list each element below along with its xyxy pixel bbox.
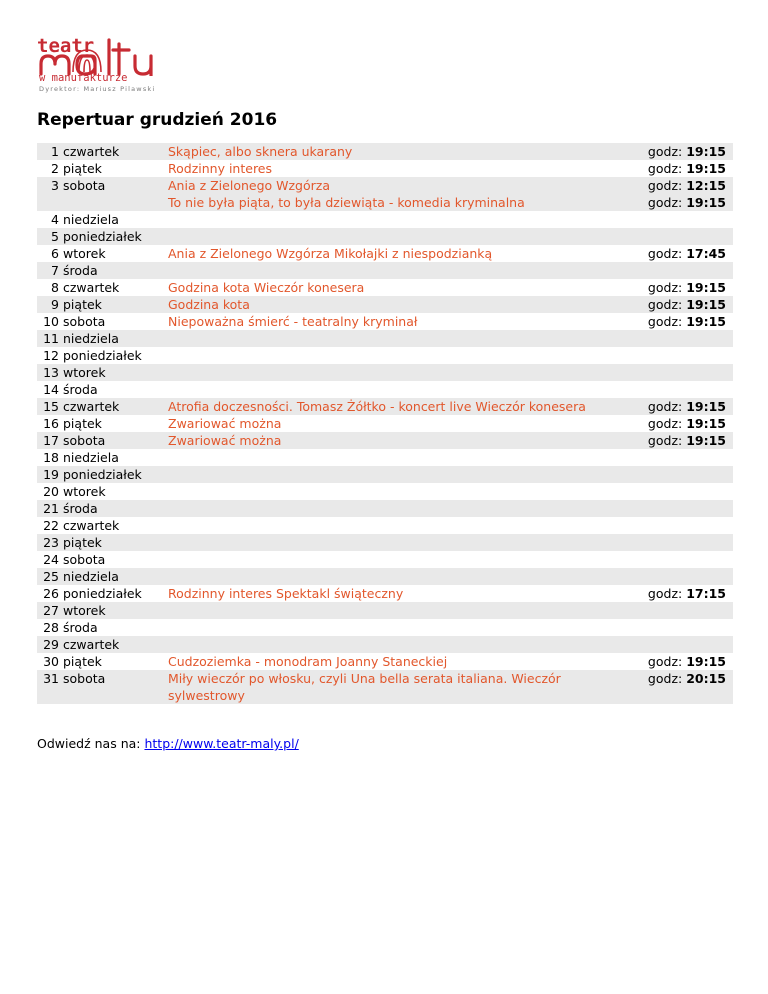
time-value: 19:15 [686, 161, 726, 176]
weekday: środa [63, 382, 98, 397]
time-prefix: godz: [647, 433, 683, 448]
events-cell [168, 636, 631, 653]
times-cell [631, 228, 733, 245]
events-cell [168, 483, 631, 500]
day-number: 24 [43, 552, 59, 567]
times-cell [631, 585, 733, 602]
event-title[interactable]: Skąpiec, albo sknera ukarany [168, 144, 353, 159]
events-cell [168, 160, 631, 177]
times-cell [631, 551, 733, 568]
times-cell [631, 466, 733, 483]
table-row [37, 160, 733, 177]
weekday: sobota [63, 671, 106, 686]
time-value: 19:15 [686, 399, 726, 414]
event-title[interactable]: Godzina kota [168, 297, 250, 312]
table-row [37, 619, 733, 636]
day-number: 14 [43, 382, 59, 397]
times-cell [631, 449, 733, 466]
table-row [37, 483, 733, 500]
times-cell [631, 160, 733, 177]
times-cell [631, 619, 733, 636]
weekday: czwartek [63, 280, 120, 295]
table-row [37, 466, 733, 483]
table-row [37, 228, 733, 245]
time-value: 19:15 [686, 416, 726, 431]
time-value: 19:15 [686, 433, 726, 448]
showtime [631, 245, 726, 262]
table-row [37, 670, 733, 704]
events-cell [168, 500, 631, 517]
weekday: sobota [63, 178, 106, 193]
day-number: 21 [43, 501, 59, 516]
day-number: 26 [43, 586, 59, 601]
table-row [37, 517, 733, 534]
events-cell [168, 551, 631, 568]
day-number: 23 [43, 535, 59, 550]
table-row [37, 653, 733, 670]
showtime [631, 670, 726, 687]
day-number: 10 [43, 314, 59, 329]
day-number: 1 [51, 144, 59, 159]
showtime [631, 160, 726, 177]
weekday: niedziela [63, 212, 119, 227]
logo-subtitle: w manufakturze [39, 72, 128, 84]
times-cell [631, 143, 733, 160]
time-prefix: godz: [647, 195, 683, 210]
times-cell [631, 313, 733, 330]
theatre-logo [37, 36, 162, 98]
times-cell [631, 245, 733, 262]
times-cell [631, 211, 733, 228]
table-row [37, 262, 733, 279]
events-cell [168, 517, 631, 534]
time-prefix: godz: [647, 246, 683, 261]
time-value: 19:15 [686, 195, 726, 210]
events-cell [168, 347, 631, 364]
table-row [37, 551, 733, 568]
events-cell [168, 398, 631, 415]
events-cell [168, 449, 631, 466]
table-row [37, 330, 733, 347]
weekday: poniedziałek [63, 467, 142, 482]
events-cell [168, 279, 631, 296]
repertoire-table [37, 143, 733, 704]
times-cell [631, 636, 733, 653]
weekday: sobota [63, 314, 106, 329]
events-cell [168, 653, 631, 670]
table-row [37, 398, 733, 415]
weekday: wtorek [63, 484, 106, 499]
times-cell [631, 330, 733, 347]
day-number: 5 [51, 229, 59, 244]
weekday: poniedziałek [63, 586, 142, 601]
time-prefix: godz: [647, 416, 683, 431]
events-cell [168, 585, 631, 602]
footer [37, 735, 299, 752]
day-number: 29 [43, 637, 59, 652]
showtime [631, 398, 726, 415]
time-value: 19:15 [686, 654, 726, 669]
weekday: czwartek [63, 399, 120, 414]
times-cell [631, 381, 733, 398]
weekday: czwartek [63, 144, 120, 159]
table-row [37, 602, 733, 619]
times-cell [631, 653, 733, 670]
events-cell [168, 228, 631, 245]
weekday: środa [63, 501, 98, 516]
weekday: piątek [63, 161, 102, 176]
weekday: środa [63, 620, 98, 635]
day-number: 27 [43, 603, 59, 618]
weekday: niedziela [63, 569, 119, 584]
day-number: 17 [43, 433, 59, 448]
events-cell [168, 466, 631, 483]
showtime [631, 432, 726, 449]
time-value: 20:15 [686, 671, 726, 686]
logo-word-teatr: teatr [37, 35, 95, 57]
day-number: 13 [43, 365, 59, 380]
day-number: 16 [43, 416, 59, 431]
times-cell [631, 483, 733, 500]
showtime [631, 585, 726, 602]
weekday: czwartek [63, 518, 120, 533]
event-title[interactable]: Zwariować można [168, 416, 282, 431]
weekday: czwartek [63, 637, 120, 652]
event-title[interactable]: Godzina kota Wieczór konesera [168, 280, 365, 295]
times-cell [631, 568, 733, 585]
weekday: niedziela [63, 331, 119, 346]
event-title[interactable]: Niepoważna śmierć - teatralny kryminał [168, 314, 418, 329]
times-cell [631, 500, 733, 517]
day-number: 19 [43, 467, 59, 482]
events-cell [168, 143, 631, 160]
table-row [37, 432, 733, 449]
showtime [631, 194, 726, 211]
table-row [37, 296, 733, 313]
weekday: poniedziałek [63, 229, 142, 244]
time-value: 12:15 [686, 178, 726, 193]
event-title[interactable]: Miły wieczór po włosku, czyli Una bella serata italiana. Wieczór sylwestrowy [168, 671, 561, 703]
table-row [37, 585, 733, 602]
events-cell [168, 177, 631, 211]
times-cell [631, 432, 733, 449]
day-number: 25 [43, 569, 59, 584]
day-number: 2 [51, 161, 59, 176]
times-cell [631, 262, 733, 279]
day-number: 18 [43, 450, 59, 465]
weekday: wtorek [63, 365, 106, 380]
time-prefix: godz: [647, 671, 683, 686]
day-number: 3 [51, 178, 59, 193]
table-row [37, 143, 733, 160]
day-number: 8 [51, 280, 59, 295]
table-row [37, 211, 733, 228]
event-title[interactable]: Rodzinny interes Spektakl świąteczny [168, 586, 404, 601]
weekday: sobota [63, 552, 106, 567]
logo-maly-graphic [37, 36, 162, 76]
table-row [37, 415, 733, 432]
weekday: poniedziałek [63, 348, 142, 363]
times-cell [631, 602, 733, 619]
times-cell [631, 517, 733, 534]
page-title: Repertuar grudzień 2016 [37, 110, 278, 130]
day-number: 28 [43, 620, 59, 635]
time-prefix: godz: [647, 297, 683, 312]
showtime [631, 143, 726, 160]
weekday: środa [63, 263, 98, 278]
event-title[interactable]: Cudzoziemka - monodram Joanny Staneckiej [168, 654, 448, 669]
time-value: 19:15 [686, 280, 726, 295]
events-cell [168, 330, 631, 347]
day-number: 15 [43, 399, 59, 414]
time-prefix: godz: [647, 586, 683, 601]
showtime [631, 296, 726, 313]
day-number: 30 [43, 654, 59, 669]
day-number: 4 [51, 212, 59, 227]
times-cell [631, 296, 733, 313]
day-number: 7 [51, 263, 59, 278]
table-row [37, 381, 733, 398]
day-number: 11 [43, 331, 59, 346]
time-value: 17:15 [686, 586, 726, 601]
events-cell [168, 432, 631, 449]
time-prefix: godz: [647, 161, 683, 176]
events-cell [168, 602, 631, 619]
time-prefix: godz: [647, 178, 683, 193]
table-row [37, 534, 733, 551]
showtime [631, 653, 726, 670]
events-cell [168, 364, 631, 381]
day-number: 31 [43, 671, 59, 686]
times-cell [631, 347, 733, 364]
times-cell [631, 534, 733, 551]
events-cell [168, 670, 631, 704]
footer-text: Odwiedź nas na: [37, 736, 145, 751]
events-cell [168, 381, 631, 398]
event-title[interactable]: Ania z Zielonego Wzgórza [168, 178, 330, 193]
website-link[interactable]: http://www.teatr-maly.pl/ [144, 736, 299, 751]
weekday: niedziela [63, 450, 119, 465]
day-number: 9 [51, 297, 59, 312]
time-prefix: godz: [647, 314, 683, 329]
time-prefix: godz: [647, 654, 683, 669]
showtime [631, 177, 726, 194]
weekday: piątek [63, 297, 102, 312]
time-prefix: godz: [647, 280, 683, 295]
times-cell [631, 415, 733, 432]
table-row [37, 177, 733, 211]
events-cell [168, 245, 631, 262]
table-row [37, 500, 733, 517]
weekday: wtorek [63, 246, 106, 261]
day-number: 6 [51, 246, 59, 261]
times-cell [631, 398, 733, 415]
event-title[interactable]: Rodzinny interes [168, 161, 273, 176]
table-row [37, 245, 733, 262]
weekday: wtorek [63, 603, 106, 618]
event-title[interactable]: Ania z Zielonego Wzgórza Mikołajki z niespodzianką [168, 246, 493, 261]
events-cell [168, 534, 631, 551]
event-title[interactable]: Zwariować można [168, 433, 282, 448]
times-cell [631, 279, 733, 296]
weekday: piątek [63, 535, 102, 550]
weekday: piątek [63, 416, 102, 431]
day-number: 22 [43, 518, 59, 533]
day-number: 20 [43, 484, 59, 499]
event-title[interactable]: Atrofia doczesności. Tomasz Żółtko - koncert live Wieczór konesera [168, 399, 586, 414]
weekday: sobota [63, 433, 106, 448]
events-cell [168, 313, 631, 330]
times-cell [631, 670, 733, 704]
showtime [631, 279, 726, 296]
events-cell [168, 211, 631, 228]
table-row [37, 347, 733, 364]
times-cell [631, 364, 733, 381]
table-row [37, 449, 733, 466]
times-cell [631, 177, 733, 211]
time-prefix: godz: [647, 144, 683, 159]
showtime [631, 313, 726, 330]
events-cell [168, 619, 631, 636]
table-row [37, 364, 733, 381]
time-value: 19:15 [686, 314, 726, 329]
event-title[interactable]: To nie była piąta, to była dziewiąta - komedia kryminalna [168, 195, 525, 210]
events-cell [168, 296, 631, 313]
table-row [37, 313, 733, 330]
table-row [37, 636, 733, 653]
time-value: 19:15 [686, 144, 726, 159]
events-cell [168, 262, 631, 279]
logo-director: Dyrektor: Mariusz Pilawski [39, 85, 156, 93]
table-row [37, 568, 733, 585]
time-value: 19:15 [686, 297, 726, 312]
time-value: 17:45 [686, 246, 726, 261]
day-number: 12 [43, 348, 59, 363]
events-cell [168, 568, 631, 585]
events-cell [168, 415, 631, 432]
table-row [37, 279, 733, 296]
showtime [631, 415, 726, 432]
time-prefix: godz: [647, 399, 683, 414]
weekday: piątek [63, 654, 102, 669]
